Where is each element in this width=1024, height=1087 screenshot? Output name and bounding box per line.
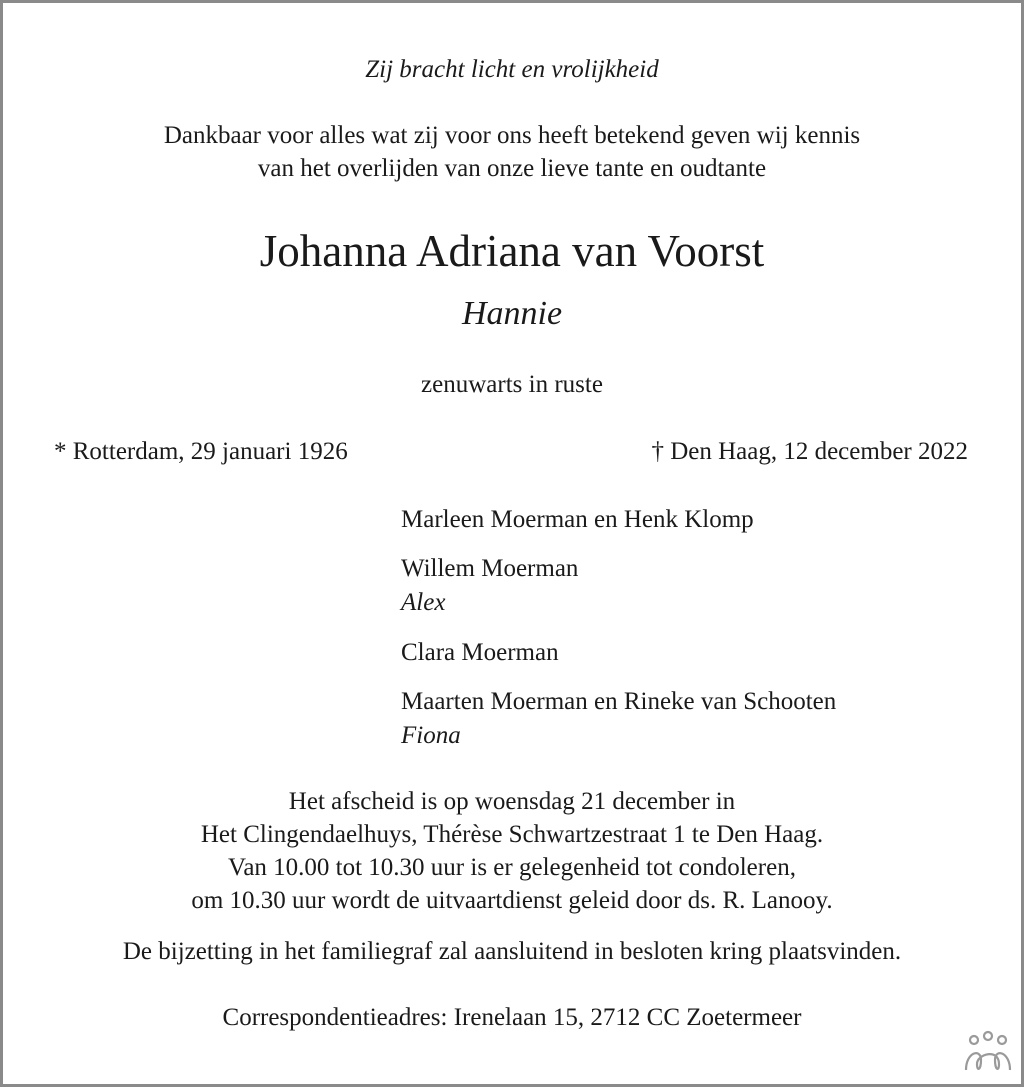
people-group-icon	[963, 1030, 1013, 1074]
family-member: Marleen Moerman en Henk Klomp	[401, 506, 754, 533]
profession: zenuwarts in ruste	[421, 371, 603, 398]
family-child: Fiona	[401, 722, 461, 749]
burial-info: De bijzetting in het familiegraf zal aansluitend in besloten kring plaatsvinden.	[122, 938, 902, 965]
family-member: Clara Moerman	[401, 639, 559, 666]
ceremony-line-3: Van 10.00 tot 10.30 uur is er gelegenheid tot condoleren,	[228, 854, 796, 881]
ceremony-line-1: Het afscheid is op woensdag 21 december in	[288, 788, 736, 815]
death-info: † Den Haag, 12 december 2022	[651, 438, 968, 465]
motto: Zij bracht licht en vrolijkheid	[365, 56, 659, 83]
nickname: Hannie	[461, 295, 563, 332]
birth-info: * Rotterdam, 29 januari 1926	[54, 438, 348, 465]
family-member: Willem Moerman	[401, 555, 579, 582]
ceremony-line-2: Het Clingendaelhuys, Thérèse Schwartzestraat 1 te Den Haag.	[200, 821, 824, 848]
correspondence-address: Correspondentieadres: Irenelaan 15, 2712 CC Zoetermeer	[222, 1004, 802, 1031]
intro-line-2: van het overlijden van onze lieve tante en oudtante	[257, 155, 767, 182]
deceased-name: Johanna Adriana van Voorst	[259, 226, 765, 276]
family-child: Alex	[401, 589, 446, 616]
intro-line-1: Dankbaar voor alles wat zij voor ons heeft betekend geven wij kennis	[163, 122, 861, 149]
ceremony-line-4: om 10.30 uur wordt de uitvaartdienst geleid door ds. R. Lanooy.	[191, 887, 833, 914]
family-member: Maarten Moerman en Rineke van Schooten	[401, 688, 837, 715]
